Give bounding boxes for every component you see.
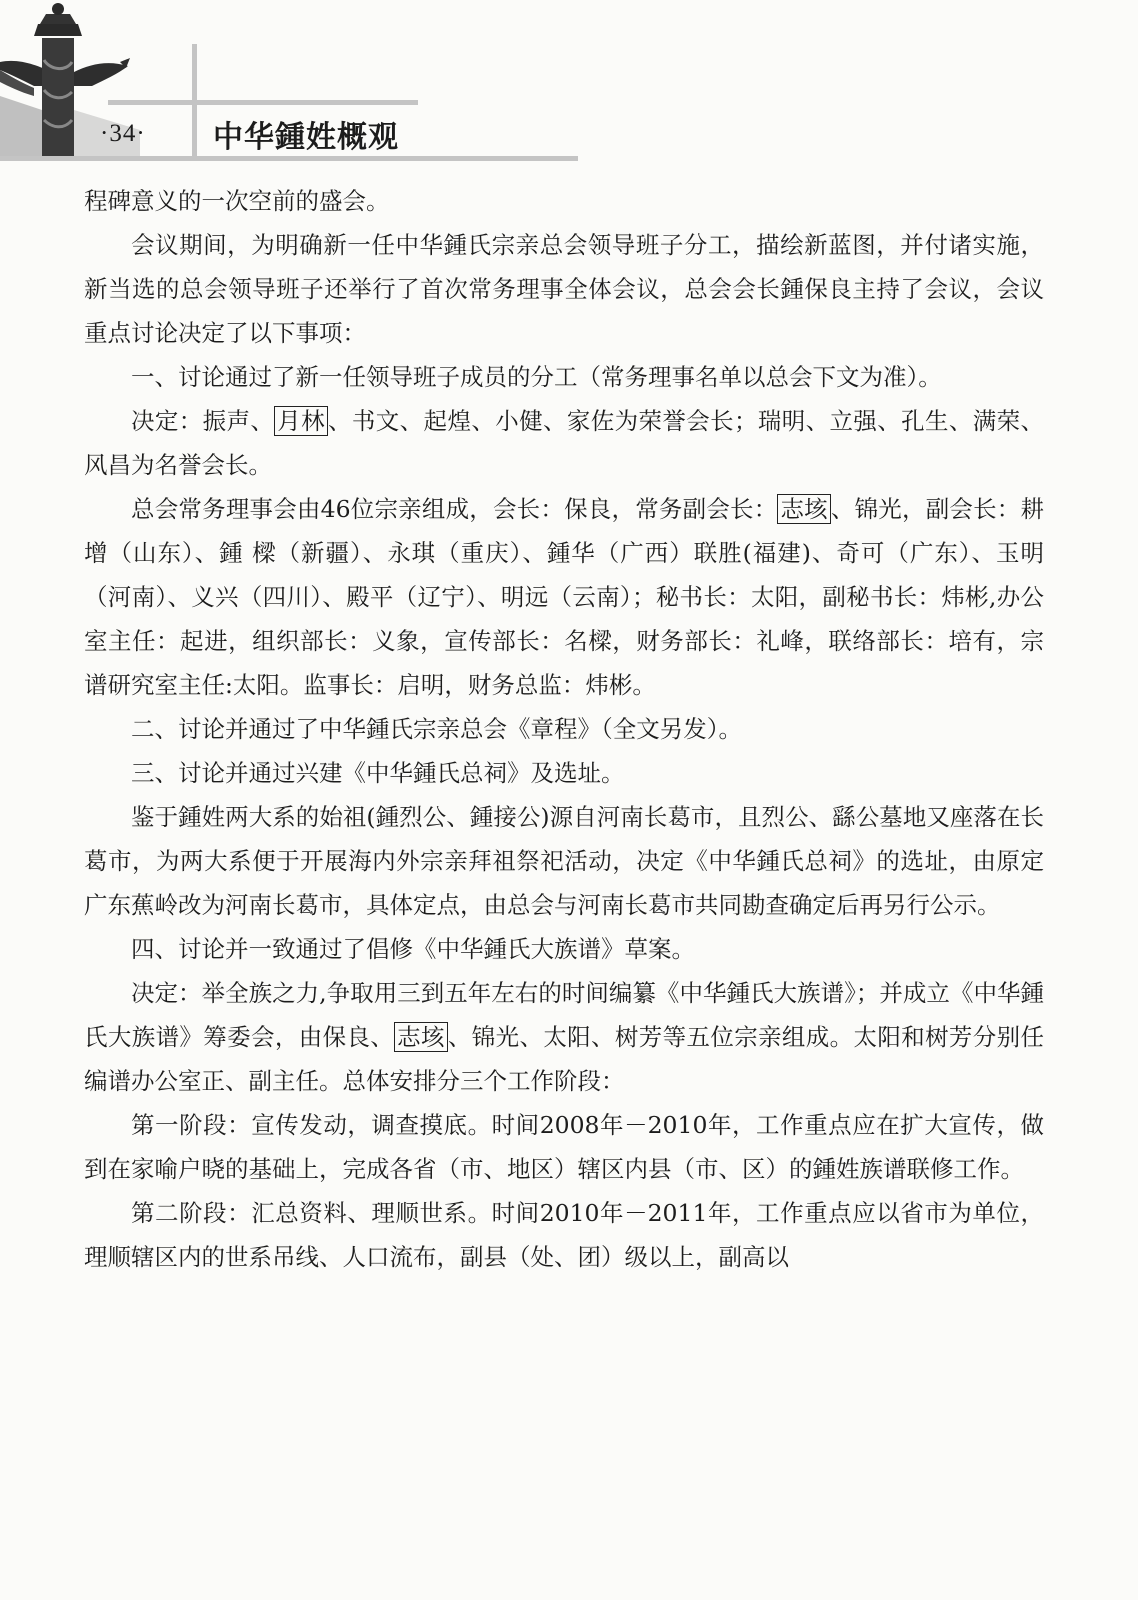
paragraph: 四、讨论并一致通过了倡修《中华鍾氏大族谱》草案。 (131, 935, 695, 963)
text-run: 决定：振声、 (131, 407, 275, 435)
boxed-name: 志垓 (394, 1022, 448, 1052)
paragraph (84, 399, 1044, 487)
paragraph: 三、讨论并通过兴建《中华鍾氏总祠》及选址。 (131, 759, 625, 787)
text-run: 、锦光，副会长：耕增（山东）、鍾 樑（新疆）、永琪（重庆）、鍾华（广西）联胜(福建)、奇可（广东）、玉明（河南）、义兴（四川）、殿平（辽宁）、明远（云南）；秘书长：太阳，副秘书长：炜彬,办公室主任：起进，组织部长：义象，宣传部长：名樑，财务部长：礼峰，联络部长：培有，宗谱研究室主任:太阳。监事长：启明，财务总监：炜彬。 (84, 495, 1045, 699)
paragraph (84, 971, 1044, 1103)
text-run: 、锦光、太阳、树芳等五位宗亲组成。太阳和树芳分别任编谱办公室正、副主任。总体安排分三个工作阶段： (84, 1023, 1045, 1095)
paragraph: 程碑意义的一次空前的盛会。 (84, 187, 390, 215)
page-header (0, 0, 1138, 175)
header-rule-top (108, 100, 418, 105)
text-run: 、书文、起煌、小健、家佐为荣誉会长；瑞明、立强、孔生、满荣、风昌为名誉会长。 (84, 407, 1045, 479)
paragraph: 二、讨论并通过了中华鍾氏宗亲总会《章程》（全文另发）。 (131, 715, 742, 743)
boxed-name: 月林 (274, 406, 328, 436)
page-number: ·34· (100, 120, 146, 147)
paragraph: 第二阶段：汇总资料、理顺世系。时间2010年－2011年，工作重点应以省市为单位，理顺辖区内的世系吊线、人口流布，副县（处、团）级以上，副高以 (84, 1199, 1044, 1271)
header-rule-vertical (192, 44, 197, 156)
header-rule-bottom (0, 156, 578, 161)
book-title: 中华鍾姓概观 (213, 120, 399, 155)
paragraph (84, 487, 1044, 707)
paragraph: 第一阶段：宣传发动，调查摸底。时间2008年－2010年，工作重点应在扩大宣传，做到在家喻户晓的基础上，完成各省（市、地区）辖区内县（市、区）的鍾姓族谱联修工作。 (84, 1111, 1044, 1183)
body-text (84, 179, 1044, 1279)
boxed-name: 志垓 (777, 494, 830, 524)
paragraph: 一、讨论通过了新一任领导班子成员的分工（常务理事名单以总会下文为准）。 (131, 363, 942, 391)
text-run: 决定：举全族之力,争取用三到五年左右的时间编纂《中华鍾氏大族谱》；并成立《中华鍾氏大族谱》筹委会，由保良、 (84, 979, 1044, 1051)
text-run: 总会常务理事会由46位宗亲组成，会长：保良，常务副会长： (131, 495, 778, 523)
paragraph: 会议期间，为明确新一任中华鍾氏宗亲总会领导班子分工，描绘新蓝图，并付诸实施，新当选的总会领导班子还举行了首次常务理事全体会议，总会会长鍾保良主持了会议，会议重点讨论决定了以下事项： (84, 231, 1044, 347)
paragraph: 鉴于鍾姓两大系的始祖(鍾烈公、鍾接公)源自河南长葛市，且烈公、繇公墓地又座落在长葛市，为两大系便于开展海内外宗亲拜祖祭祀活动，决定《中华鍾氏总祠》的选址，由原定广东蕉岭改为河南长葛市，具体定点，由总会与河南长葛市共同勘查确定后再另行公示。 (84, 803, 1044, 919)
